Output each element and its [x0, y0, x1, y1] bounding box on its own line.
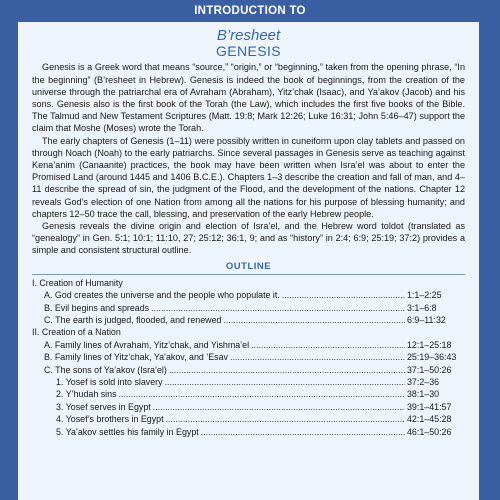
leader-dots — [119, 388, 405, 400]
outline-list — [32, 277, 465, 438]
outline-section — [32, 326, 465, 338]
header-title: INTRODUCTION TO — [194, 5, 306, 17]
outline-label: 5. Ya’akov settles his family in Egypt — [56, 426, 199, 437]
leader-dots — [282, 289, 405, 301]
outline-heading: OUTLINE — [225, 260, 272, 272]
outline-reference: 25:19–36:43 — [407, 352, 457, 363]
outline-reference: 37:2–36 — [407, 376, 440, 387]
outline-reference: 38:1–30 — [407, 389, 440, 400]
outline-label: 4. Yosef’s brothers in Egypt — [56, 414, 164, 425]
book-title-english: GENESIS — [215, 42, 282, 59]
intro-card — [18, 22, 479, 500]
outline-label: B. Family lines of Yitz’chak, Ya’akov, and ’Esav — [44, 352, 228, 363]
outline-reference: 37:1–50:26 — [407, 364, 452, 375]
outline-entry — [32, 376, 465, 388]
leader-dots — [230, 351, 405, 363]
outline-entry — [32, 401, 465, 413]
intro-paragraph-1: Genesis is a Greek word that means “source,” “origin,” or “beginning,” taken from the opening phrase, “In the beginning” (B’resheet in Hebrew). Genesis is indeed the book of beginnings, from the creation of the universe through the patriarchal era of Avraham (Abraham), Yitz’chak (Isaac), and Ya’akov (Jacob) and his sons. Genesis also is the first book of the Torah (the Law), which includes the first five books of the Bible. The Talmud and New Testament Scriptures (Matt. 19:8; Mark 12:26; Luke 16:31; John 5:46–47) support the claim that Moshe (Moses) wrote the Torah. — [32, 62, 465, 134]
outline-entry — [32, 302, 465, 314]
outline-label: A. God creates the universe and the people who populate it. — [44, 290, 280, 301]
outline-label: 2. Y’hudah sins — [56, 389, 117, 400]
outline-entry — [32, 364, 465, 376]
leader-dots — [153, 401, 405, 413]
outline-divider — [32, 274, 465, 275]
outline-entry — [32, 388, 465, 400]
leader-dots — [166, 413, 405, 425]
outline-reference: 12:1–25:18 — [407, 339, 452, 350]
outline-label: A. Family lines of Avraham, Yitz’chak, and Yishma’el — [44, 339, 250, 350]
outline-entry — [32, 339, 465, 351]
header-bar — [0, 0, 500, 22]
outline-entry — [32, 289, 465, 301]
outline-section — [32, 277, 465, 289]
intro-paragraph-2: The early chapters of Genesis (1–11) were possibly written in cuneiform upon clay tablets and passed on through Noach (Noah) to the early patriarchs. Since several passages in Genesis serve as teaching against Kena’anim (Canaanite) practices, the book may have been written when Isra’el was about to enter the Promised Land (around 1445 and 1406 B.C.E.). Chapters 1–3 describe the creation and fall of man, and 4–11 describe the spread of sin, the judgment of the Flood, and the development of the nations. Chapter 12 reveals God’s election of one Nation from among all the nations for his purpose of blessing humanity; and chapters 12–50 trace the call, blessing, and preservation of the early Hebrew people. — [32, 135, 465, 219]
outline-label: 3. Yosef serves in Egypt — [56, 401, 151, 412]
leader-dots — [251, 339, 405, 351]
leader-dots — [165, 376, 405, 388]
outline-reference: 6:9–11:32 — [407, 314, 446, 325]
leader-dots — [201, 426, 405, 438]
intro-paragraph-3: Genesis reveals the divine origin and election of Isra’el, and the Hebrew word toldot (translated as “genealogy” in Gen. 5:1; 10:1; 11:10, 27; 25:12; 36:1, 9; and as “history” in 2:4; 6:9; 25:19; 37:2) provides a simple and consistent structural outline. — [32, 221, 465, 256]
book-title-hebrew: B’resheet — [216, 27, 281, 44]
leader-dots — [151, 302, 405, 314]
outline-reference: 3:1–6:8 — [407, 302, 437, 313]
outline-label: 1. Yosef is sold into slavery — [56, 376, 163, 387]
outline-entry — [32, 413, 465, 425]
outline-entry — [32, 426, 465, 438]
outline-label: C. The sons of Ya’akov (Isra’el) — [44, 364, 167, 375]
outline-entry — [32, 351, 465, 363]
outline-reference: 39:1–41:57 — [407, 401, 452, 412]
leader-dots — [169, 364, 405, 376]
outline-reference: 46:1–50:26 — [407, 426, 452, 437]
outline-reference: 42:1–45:28 — [407, 414, 452, 425]
outline-label: C. The earth is judged, flooded, and renewed — [44, 314, 222, 325]
leader-dots — [223, 314, 405, 326]
intro-text — [32, 61, 465, 256]
outline-entry — [32, 314, 465, 326]
book-title — [32, 28, 465, 58]
outline-label: I. Creation of Humanity — [32, 277, 123, 288]
outline-reference: 1:1–2:25 — [407, 290, 442, 301]
outline-label: B. Evil begins and spreads — [44, 302, 150, 313]
outline-label: II. Creation of a Nation — [32, 327, 121, 338]
